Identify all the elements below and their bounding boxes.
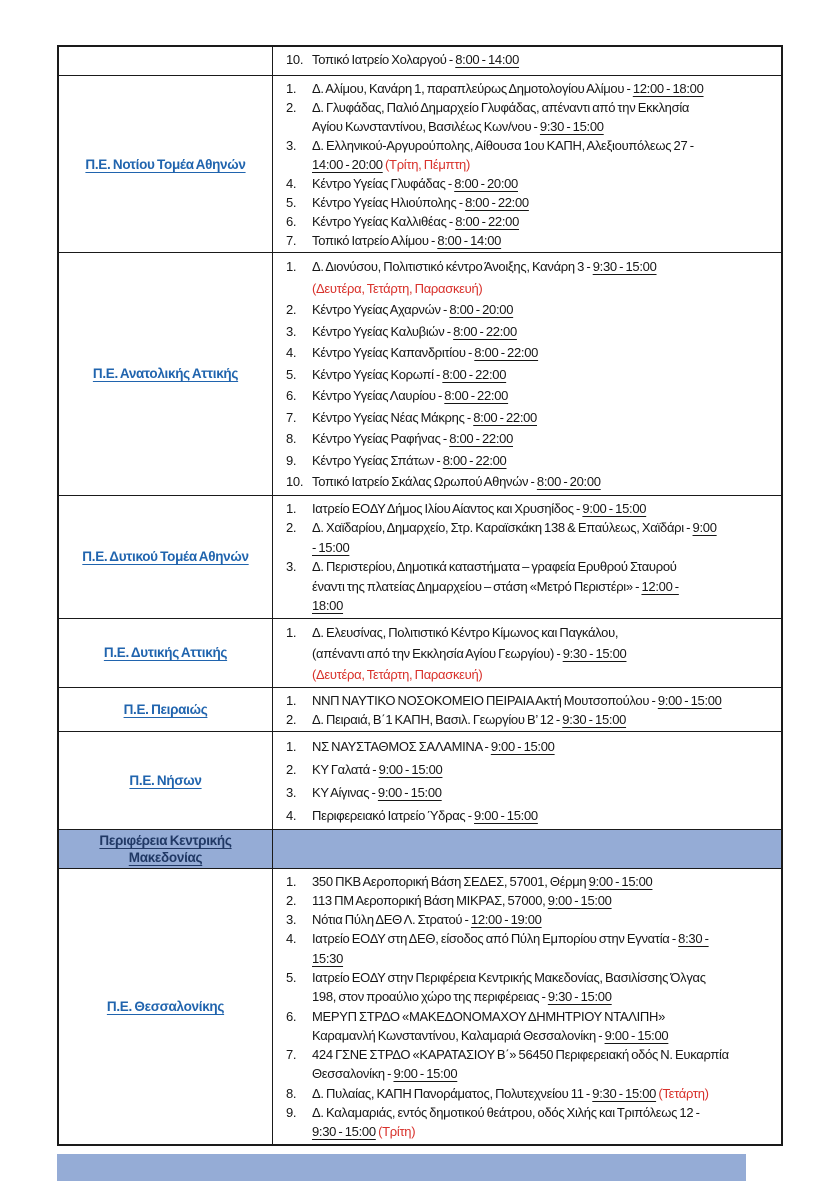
time-range: 9:00 - 15:00 — [474, 807, 538, 823]
location-text: Περιφερειακό Ιατρείο Ύδρας - — [312, 807, 475, 823]
time-range: 9:00 - 15:00 — [393, 1066, 458, 1082]
time-range: 8:00 - 22:00 — [442, 452, 507, 468]
item-text — [312, 518, 775, 557]
location-text: Κέντρο Υγείας Αχαρνών - — [312, 302, 450, 317]
time-range: 8:30 - — [678, 931, 709, 947]
item-text — [312, 256, 775, 299]
location-text: Τοπικό Ιατρείο Χολαργού - — [312, 52, 456, 67]
time-range: 9:30 - 15:00 — [562, 645, 627, 661]
schedule-item — [286, 910, 775, 929]
location-text: ΚΥ Αίγινας - — [312, 784, 378, 800]
region-link[interactable]: Π.Ε. Δυτικού Τομέα Αθηνών — [82, 549, 249, 564]
item-text — [312, 781, 775, 804]
item-text — [312, 407, 775, 429]
schedule-item — [286, 499, 775, 519]
time-range: 8:00 - 22:00 — [455, 214, 520, 229]
day-note: (Δευτέρα, Τετάρτη, Παρασκευή) — [312, 666, 483, 682]
continuation-header-bar — [57, 1154, 746, 1181]
item-text — [312, 622, 775, 685]
region-cell — [59, 47, 273, 75]
table-row — [59, 495, 781, 618]
schedule-item — [286, 256, 775, 299]
location-text: Κέντρο Υγείας Νέας Μάκρης - — [312, 409, 474, 425]
time-range: 12:00 - 19:00 — [470, 912, 542, 928]
time-range: 12:00 - — [641, 578, 679, 594]
location-text: ΜΕΡΥΠ ΣΤΡΔΟ «ΜΑΚΕΔΟΝΟΜΑΧΟΥ ΔΗΜΗΤΡΙΟΥ ΝΤΑΛΙΠΗ» — [312, 1008, 666, 1024]
item-number: 3. — [286, 559, 297, 574]
item-number: 6. — [286, 214, 297, 229]
items-cell — [273, 619, 781, 687]
location-text: Καραμανλή Κωνσταντίνου, Καλαμαριά Θεσσαλονίκη - — [312, 1027, 605, 1043]
time-range: 9:00 - 15:00 — [604, 1027, 669, 1043]
item-number: 9. — [286, 1105, 297, 1121]
schedule-item — [286, 872, 775, 891]
day-note: (Δευτέρα, Τετάρτη, Παρασκευή) — [312, 280, 483, 296]
schedule-item — [286, 804, 775, 827]
region-link[interactable]: Π.Ε. Ανατολικής Αττικής — [92, 366, 239, 382]
item-text — [312, 891, 775, 910]
item-text — [312, 1084, 775, 1103]
time-range: 8:00 - 22:00 — [442, 366, 507, 382]
location-text: Κέντρο Υγείας Γλυφάδας - — [312, 176, 455, 191]
schedule-item — [286, 407, 775, 429]
item-text — [312, 428, 775, 450]
schedule-item — [286, 50, 775, 69]
region-header-label: Περιφέρεια Κεντρικής Μακεδονίας — [99, 832, 232, 865]
item-number: 8. — [286, 431, 297, 446]
item-text — [312, 231, 775, 250]
location-text: 350 ΠΚΒ Αεροπορική Βάση ΣΕΔΕΣ, 57001, Θέρμη — [312, 873, 589, 889]
item-number: 4. — [286, 931, 297, 947]
time-range: 8:00 - 14:00 — [455, 52, 520, 67]
table-row — [59, 47, 781, 75]
schedule-item — [286, 781, 775, 804]
item-text — [312, 735, 775, 758]
schedule-item — [286, 450, 775, 472]
location-text: Δ. Καλαμαριάς, εντός δημοτικού θεάτρου, οδός Χιλής και Τριπόλεως 12 - — [312, 1105, 700, 1121]
time-range: 8:00 - 20:00 — [536, 474, 601, 489]
item-text — [312, 299, 775, 321]
item-text — [312, 804, 775, 827]
item-number: 7. — [286, 1047, 297, 1063]
schedule-item — [286, 758, 775, 781]
schedule-item — [286, 622, 775, 685]
item-number: 3. — [286, 138, 297, 153]
item-text — [312, 471, 775, 493]
item-number: 1. — [286, 738, 297, 754]
item-text — [312, 910, 775, 929]
item-text — [312, 174, 775, 193]
location-text: Κέντρο Υγείας Ηλιούπολης - — [312, 195, 466, 210]
item-text — [312, 1103, 775, 1142]
location-text: Κέντρο Υγείας Λαυρίου - — [312, 388, 445, 403]
item-text — [312, 212, 775, 231]
table-row — [59, 868, 781, 1144]
item-text — [312, 79, 775, 98]
time-range: 8:00 - 22:00 — [453, 323, 517, 339]
item-number: 10. — [286, 474, 304, 489]
time-range: 8:00 - 22:00 — [465, 195, 529, 210]
schedule-item — [286, 968, 775, 1007]
day-note: (Τετάρτη) — [658, 1085, 709, 1101]
item-text — [312, 136, 775, 174]
item-number: 3. — [286, 912, 297, 928]
schedule-item — [286, 342, 775, 364]
item-number: 6. — [286, 1008, 297, 1024]
location-text: Ιατρείο ΕΟΔΥ Δήμος Ιλίου Αίαντος και Χρυσηίδος - — [312, 500, 583, 516]
item-number: 1. — [286, 500, 297, 516]
schedule-item — [286, 471, 775, 493]
location-text: Κέντρο Υγείας Καπανδριτίου - — [312, 345, 475, 360]
item-number: 2. — [286, 711, 297, 727]
items-cell — [273, 688, 781, 731]
item-text — [312, 450, 775, 472]
item-number: 1. — [286, 692, 297, 708]
location-text: Δ. Αλίμου, Κανάρη 1, παραπλεύρως Δημοτολογίου Αλίμου - — [312, 81, 633, 96]
time-range: 9:00 - 15:00 — [378, 761, 443, 777]
item-number: 1. — [286, 81, 297, 96]
location-text: Θεσσαλονίκη - — [312, 1066, 394, 1082]
item-number: 1. — [286, 873, 297, 889]
region-cell — [59, 619, 273, 687]
region-link[interactable]: Π.Ε. Δυτικής Αττικής — [103, 645, 228, 660]
time-range: 8:00 - 20:00 — [454, 176, 518, 191]
item-text — [312, 710, 775, 729]
time-range: 9:00 - 15:00 — [582, 500, 647, 516]
item-number: 6. — [286, 388, 297, 403]
schedule-item — [286, 1084, 775, 1103]
location-text: Δ. Ελευσίνας, Πολιτιστικό Κέντρο Κίμωνος και Παγκάλου, — [312, 624, 619, 640]
location-text: Κέντρο Υγείας Καλυβιών - — [312, 323, 454, 339]
region-cell — [59, 869, 273, 1144]
item-number: 3. — [286, 323, 297, 339]
location-text: Δ. Γλυφάδας, Παλιό Δημαρχείο Γλυφάδας, απέναντι από την Εκκλησία — [312, 100, 690, 115]
schedule-item — [286, 193, 775, 212]
time-range: 9:30 - 15:00 — [592, 1085, 657, 1101]
item-number: 3. — [286, 784, 297, 800]
item-number: 5. — [286, 969, 297, 985]
item-number: 4. — [286, 176, 297, 191]
location-text: (απέναντι από την Εκκλησία Αγίου Γεωργίου) - — [312, 645, 563, 661]
item-text — [312, 968, 775, 1007]
item-number: 2. — [286, 302, 297, 317]
schedule-item — [286, 98, 775, 136]
region-link[interactable]: Π.Ε. Θεσσαλονίκης — [106, 998, 225, 1014]
item-text — [312, 758, 775, 781]
item-number: 4. — [286, 807, 297, 823]
time-range: 9:00 - 15:00 — [547, 892, 612, 908]
schedule-item — [286, 735, 775, 758]
location-text: Τοπικό Ιατρείο Σκάλας Ωρωπού Αθηνών - — [312, 474, 537, 489]
time-range: 9:00 - 15:00 — [588, 873, 653, 889]
location-text: 113 ΠΜ Αεροπορική Βάση ΜΙΚΡΑΣ, 57000, — [312, 892, 548, 908]
schedule-item — [286, 691, 775, 710]
region-link[interactable]: Π.Ε. Νοτίου Τομέα Αθηνών — [85, 156, 246, 172]
location-text: Κέντρο Υγείας Σπάτων - — [312, 452, 443, 468]
schedule-item — [286, 929, 775, 968]
time-range: 9:30 - 15:00 — [312, 1124, 376, 1140]
location-text: Δ. Πυλαίας, ΚΑΠΗ Πανοράματος, Πολυτεχνείου 11 - — [312, 1085, 593, 1101]
schedule-table — [57, 45, 783, 1146]
location-text: Τοπικό Ιατρείο Αλίμου - — [312, 233, 438, 248]
time-range: 15:30 — [312, 950, 344, 966]
time-range: 9:00 - 15:00 — [490, 738, 555, 754]
item-text — [312, 499, 775, 519]
table-row — [59, 618, 781, 687]
item-text — [312, 557, 775, 616]
item-text — [312, 364, 775, 386]
item-number: 7. — [286, 233, 297, 248]
item-text — [312, 50, 775, 69]
items-cell — [273, 47, 781, 75]
item-number: 9. — [286, 452, 297, 468]
item-text — [312, 193, 775, 212]
item-text — [312, 691, 775, 710]
time-range: 14:00 - 20:00 — [312, 157, 383, 172]
item-number: 8. — [286, 1085, 297, 1101]
location-text: Ιατρείο ΕΟΔΥ στην Περιφέρεια Κεντρικής Μακεδονίας, Βασιλίσσης Όλγας — [312, 969, 706, 985]
item-number: 1. — [286, 624, 297, 640]
item-number: 2. — [286, 520, 297, 535]
time-range: 9:30 - 15:00 — [562, 711, 627, 727]
location-text: Ιατρείο ΕΟΔΥ στη ΔΕΘ, είσοδος από Πύλη Εμπορίου στην Εγνατία - — [312, 931, 679, 947]
time-range: 8:00 - 20:00 — [449, 302, 514, 317]
schedule-item — [286, 174, 775, 193]
schedule-item — [286, 321, 775, 343]
item-text — [312, 1007, 775, 1046]
location-text: έναντι της πλατείας Δημαρχείου – στάση «Μετρό Περιστέρι» - — [312, 578, 642, 594]
region-link[interactable]: Π.Ε. Πειραιώς — [123, 701, 208, 717]
schedule-item — [286, 1045, 775, 1084]
schedule-item — [286, 518, 775, 557]
time-range: 9:30 - 15:00 — [592, 259, 657, 274]
items-cell — [273, 496, 781, 618]
location-text: Δ. Διονύσου, Πολιτιστικό κέντρο Άνοιξης, Κανάρη 3 - — [312, 259, 593, 274]
table-row — [59, 731, 781, 829]
item-text — [312, 321, 775, 343]
schedule-item — [286, 79, 775, 98]
location-text: Δ. Πειραιά, Β΄1 ΚΑΠΗ, Βασιλ. Γεωργίου Β’ 12 - — [312, 711, 563, 727]
item-text — [312, 929, 775, 968]
location-text: Κέντρο Υγείας Καλλιθέας - — [312, 214, 456, 229]
items-cell — [273, 830, 781, 868]
schedule-item — [286, 1007, 775, 1046]
item-number: 1. — [286, 259, 297, 274]
location-text: Δ. Χαϊδαρίου, Δημαρχείο, Στρ. Καραϊσκάκη 138 & Επαύλεως, Χαϊδάρι - — [312, 520, 693, 535]
items-cell — [273, 869, 781, 1144]
time-range: 9:00 - 15:00 — [377, 784, 442, 800]
item-number: 5. — [286, 366, 297, 382]
region-cell — [59, 253, 273, 495]
time-range: 8:00 - 14:00 — [437, 233, 502, 248]
time-range: 8:00 - 22:00 — [473, 409, 537, 425]
item-number: 5. — [286, 195, 297, 210]
day-note: (Τρίτη) — [378, 1124, 416, 1140]
location-text: 198, στον προαύλιο χώρο της περιφέρειας - — [312, 989, 548, 1005]
schedule-item — [286, 136, 775, 174]
schedule-item — [286, 710, 775, 729]
time-range: 9:00 — [692, 520, 717, 535]
location-text: ΚΥ Γαλατά - — [312, 761, 379, 777]
items-cell — [273, 76, 781, 252]
schedule-item — [286, 364, 775, 386]
region-cell — [59, 76, 273, 252]
items-cell — [273, 732, 781, 829]
item-text — [312, 385, 775, 407]
day-note: (Τρίτη, Πέμπτη) — [385, 157, 471, 172]
time-range: 18:00 — [312, 598, 344, 613]
region-link[interactable]: Π.Ε. Νήσων — [129, 772, 202, 788]
time-range: 9:30 - 15:00 — [547, 989, 612, 1005]
schedule-item — [286, 1103, 775, 1142]
item-text — [312, 98, 775, 136]
time-range: 9:30 - 15:00 — [539, 119, 604, 134]
item-number: 2. — [286, 892, 297, 908]
item-number: 10. — [286, 52, 304, 67]
location-text: Κέντρο Υγείας Ραφήνας - — [312, 431, 450, 446]
region-cell — [59, 732, 273, 829]
time-range: 8:00 - 22:00 — [444, 388, 509, 403]
schedule-item — [286, 212, 775, 231]
item-number: 7. — [286, 409, 297, 425]
table-row — [59, 829, 781, 868]
location-text: ΝΝΠ ΝΑΥΤΙΚΟ ΝΟΣΟΚΟΜΕΙΟ ΠΕΙΡΑΙΑ Ακτή Μουτσοπούλου - — [312, 692, 658, 708]
region-cell — [59, 496, 273, 618]
item-text — [312, 872, 775, 891]
location-text: Κέντρο Υγείας Κορωπί - — [312, 366, 443, 382]
location-text: Νότια Πύλη ΔΕΘ Λ. Στρατού - — [312, 912, 471, 928]
location-text: Αγίου Κωνσταντίνου, Βασιλέως Κων/νου - — [312, 119, 540, 134]
region-cell — [59, 688, 273, 731]
table-row — [59, 687, 781, 731]
items-cell — [273, 253, 781, 495]
location-text: ΝΣ ΝΑΥΣΤΑΘΜΟΣ ΣΑΛΑΜΙΝΑ - — [312, 738, 491, 754]
item-number: 2. — [286, 100, 297, 115]
location-text: 424 ΓΣΝΕ ΣΤΡΔΟ «ΚΑΡΑΤΑΣΙΟΥ Β΄» 56450 Περιφερειακή οδός Ν. Ευκαρπία — [312, 1047, 729, 1063]
time-range: 12:00 - 18:00 — [632, 81, 704, 96]
region-cell — [59, 830, 273, 868]
time-range: 8:00 - 22:00 — [474, 345, 539, 360]
schedule-item — [286, 231, 775, 250]
schedule-item — [286, 428, 775, 450]
location-text: Δ. Ελληνικού-Αργυρούπολης, Αίθουσα 1ου ΚΑΠΗ, Αλεξιουπόλεως 27 - — [312, 138, 694, 153]
schedule-item — [286, 557, 775, 616]
table-row — [59, 75, 781, 252]
schedule-item — [286, 299, 775, 321]
time-range: 9:00 - 15:00 — [657, 692, 722, 708]
item-text — [312, 342, 775, 364]
schedule-item — [286, 891, 775, 910]
time-range: 8:00 - 22:00 — [449, 431, 514, 446]
time-range: - 15:00 — [312, 539, 350, 555]
location-text: Δ. Περιστερίου, Δημοτικά καταστήματα – γραφεία Ερυθρού Σταυρού — [312, 559, 677, 574]
item-text — [312, 1045, 775, 1084]
item-number: 2. — [286, 761, 297, 777]
table-row — [59, 252, 781, 495]
schedule-item — [286, 385, 775, 407]
item-number: 4. — [286, 345, 297, 360]
